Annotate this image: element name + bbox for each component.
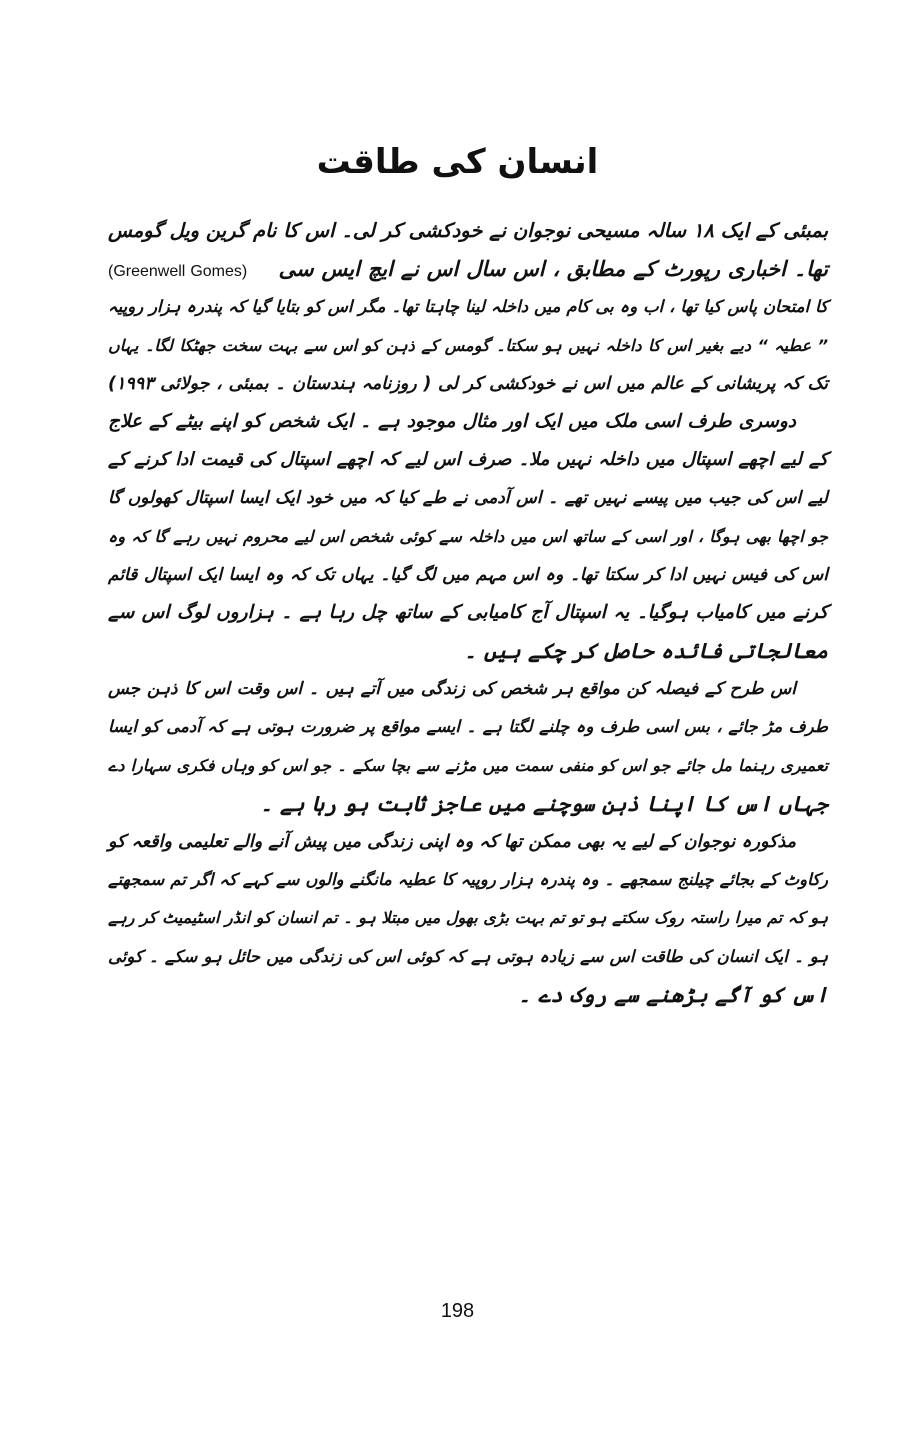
paragraph-2-line-5: اس کی فیس نہیں ادا کر سکتا تھا۔ وہ اس مہم میں لگ گیا۔ یہاں تک کہ وہ ایسا ایک اسپتال قائم bbox=[108, 564, 828, 585]
paragraph-3-line-4: جہاں اس کا اپنا ذہن سوچنے میں عاجز ثابت ہو رہا ہے ۔ bbox=[260, 791, 828, 816]
paragraph-2-line-2: کے لیے اچھے اسپتال میں داخلہ نہیں ملا۔ صرف اس لیے کہ اچھے اسپتال کی قیمت ادا کرنے کے bbox=[108, 449, 828, 471]
paragraph-3-line-3: تعمیری رہنما مل جائے جو اس کو منفی سمت میں مڑنے سے بچا سکے ۔ جو اس کو وہاں فکری سہارا دے bbox=[108, 755, 828, 775]
paragraph-3-line-1: اس طرح کے فیصلہ کن مواقع ہر شخص کی زندگی میں آتے ہیں ۔ اس وقت اس کا ذہن جس bbox=[108, 679, 796, 700]
paragraph-4-line-2: رکاوٹ کے بجائے چیلنج سمجھے ۔ وہ پندرہ ہزار روپیہ کا عطیہ مانگنے والوں سے کہے کہ اگر تم سمجھتے bbox=[108, 870, 828, 890]
page-title: انسان کی طاقت bbox=[316, 142, 599, 182]
paragraph-4-line-1: مذکورہ نوجوان کے لیے یہ بھی ممکن تھا کہ وہ اپنی زندگی میں پیش آنے والے تعلیمی واقعہ کو bbox=[108, 832, 796, 852]
paragraph-1-line-1: بمبئی کے ایک ۱۸ سالہ مسیحی نوجوان نے خودکشی کر لی۔ اس کا نام گرین ویل گومس bbox=[108, 219, 828, 242]
paragraph-4-line-4: ہو ۔ ایک انسان کی طاقت اس سے زیادہ ہوتی ہے کہ کوئی اس کی زندگی میں حائل ہو سکے ۔ کوئی bbox=[108, 946, 828, 966]
paragraph-1-line-4: ” عطیہ “ دیے بغیر اس کا داخلہ نہیں ہو سکتا۔ گومس کے ذہن کو اس سے بہت سخت جھٹکا لگا۔ یہاں bbox=[108, 335, 828, 355]
latin-name: (Greenwell Gomes) bbox=[108, 263, 248, 281]
paragraph-2-line-6: کرنے میں کامیاب ہوگیا۔ یہ اسپتال آج کامیابی کے ساتھ چل رہا ہے ۔ ہزاروں لوگ اس سے bbox=[108, 601, 828, 623]
paragraph-1-line-3: کا امتحان پاس کیا تھا ، اب وہ بی کام میں داخلہ لینا چاہتا تھا۔ مگر اس کو بتایا گیا کہ پندرہ ہزار روپیہ bbox=[108, 297, 828, 317]
paragraph-1-line-2-urdu: تھا۔ اخباری رپورٹ کے مطابق ، اس سال اس نے ایچ ایس سی bbox=[278, 257, 828, 282]
paragraph-4-line-3: ہو کہ تم میرا راستہ روک سکتے ہو تو تم بہت بڑی بھول میں مبتلا ہو ۔ تم انسان کو انڈر اسٹیمیٹ کر رہے bbox=[108, 908, 828, 928]
paragraph-1-line-2 bbox=[108, 250, 828, 288]
paragraph-1-line-5: تک کہ پریشانی کے عالم میں اس نے خودکشی کر لی ( روزنامہ ہندستان ۔ بمبئی ، جولائی ۱۹۹۳) bbox=[108, 373, 828, 394]
paragraph-4-line-5: اس کو آگے بڑھنے سے روک دے ۔ bbox=[518, 982, 828, 1007]
paragraph-3-line-2: طرف مڑ جائے ، بس اسی طرف وہ چلنے لگتا ہے ۔ ایسے مواقع پر ضرورت ہوتی ہے کہ آدمی کو ایسا bbox=[108, 717, 828, 737]
paragraph-2-line-4: جو اچھا بھی ہوگا ، اور اسی کے ساتھ اس میں داخلہ سے کوئی شخص اس لیے محروم نہیں رہے گا کہ وہ bbox=[108, 526, 828, 546]
page-number: 198 bbox=[440, 1300, 475, 1322]
paragraph-2-line-1: دوسری طرف اسی ملک میں ایک اور مثال موجود ہے ۔ ایک شخص کو اپنے بیٹے کے علاج bbox=[108, 410, 796, 432]
paragraph-2-line-3: لیے اس کی جیب میں پیسے نہیں تھے ۔ اس آدمی نے طے کیا کہ میں خود ایک ایسا اسپتال کھولوں گا bbox=[108, 488, 828, 509]
paragraph-2-line-7: معالجاتی فائدہ حاصل کر چکے ہیں ۔ bbox=[464, 639, 828, 664]
body-text bbox=[108, 212, 828, 1014]
